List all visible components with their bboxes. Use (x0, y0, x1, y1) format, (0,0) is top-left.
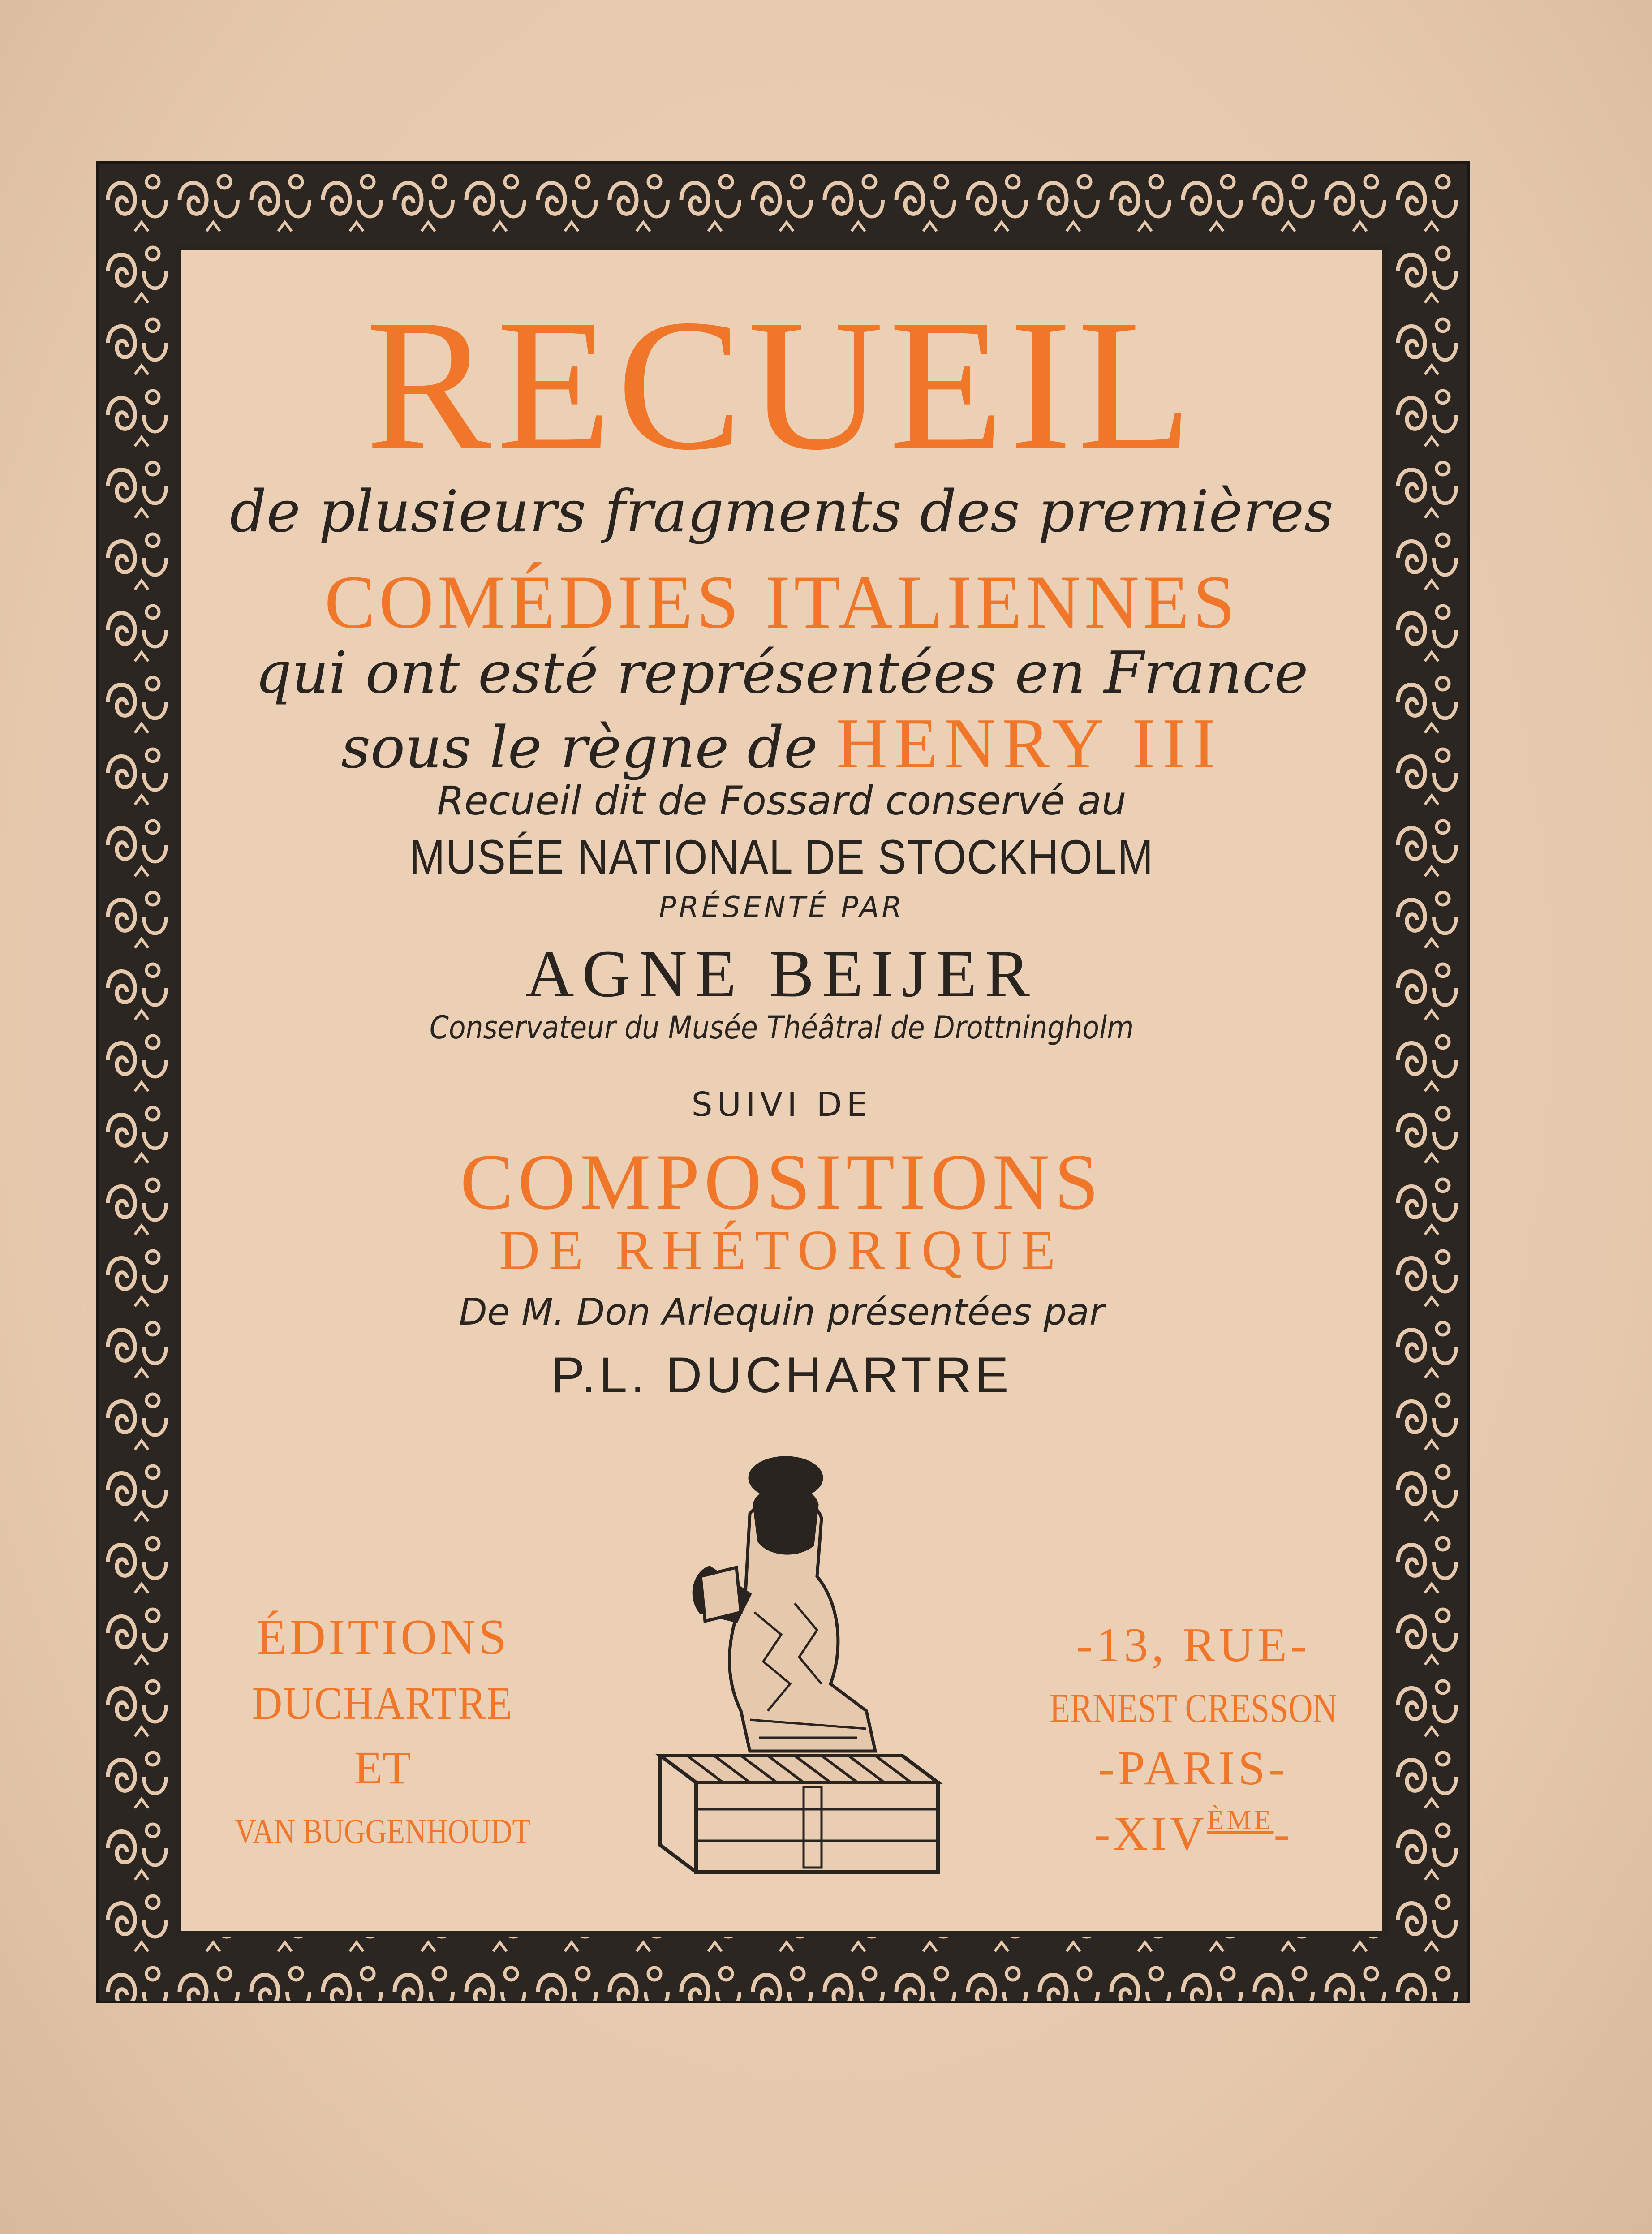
publisher-line-1: ÉDITIONS (256, 1610, 509, 1665)
arlequin-line: De M. Don Arlequin présentées par (459, 1291, 1105, 1334)
arrondissement-suffix: ÈME (1207, 1805, 1274, 1835)
subtitle-line-4 (181, 703, 1382, 783)
presented-by: PRÉSENTÉ PAR (659, 891, 904, 924)
address-city: -PARIS- (1098, 1742, 1289, 1795)
address-arrondissement (1010, 1806, 1377, 1858)
publisher-block (181, 1612, 584, 1849)
fossard-line: Recueil dit de Fossard conservé au (437, 778, 1127, 824)
arrondissement-number: -XIV (1094, 1807, 1207, 1860)
publisher-line-2: DUCHARTRE (252, 1678, 513, 1729)
arrondissement-end: - (1273, 1807, 1293, 1860)
reign-prefix: sous le règne de (341, 715, 818, 781)
subtitle-line-1: de plusieurs fragments des premières (230, 478, 1334, 545)
author-title: Conservateur du Musée Théâtral de Drottningholm (429, 1009, 1134, 1046)
address-street-name: ERNEST CRESSON (1049, 1685, 1338, 1731)
publisher-line-4: VAN BUGGENHOUDT (235, 1812, 530, 1851)
address-block (1010, 1618, 1377, 1860)
harlequin-figure-on-crate (633, 1442, 947, 1890)
rhetorique-title: DE RHÉTORIQUE (499, 1219, 1065, 1282)
author-name: AGNE BEIJER (525, 937, 1038, 1011)
publisher-line-3: ET (354, 1742, 411, 1794)
address-street-number: -13, RUE- (1076, 1618, 1310, 1672)
main-title: RECUEIL (366, 280, 1198, 489)
museum-name: MUSÉE NATIONAL DE STOCKHOLM (409, 830, 1154, 884)
subtitle-comedies: COMÉDIES ITALIENNES (324, 560, 1239, 644)
king-name: HENRY III (836, 703, 1222, 783)
subtitle-line-3: qui ont esté représentées en France (255, 640, 1308, 706)
title-panel (175, 244, 1389, 1937)
followed-by: SUIVI DE (691, 1085, 872, 1124)
compositions-title: COMPOSITIONS (460, 1137, 1103, 1226)
editor-name: P.L. DUCHARTRE (551, 1347, 1012, 1403)
